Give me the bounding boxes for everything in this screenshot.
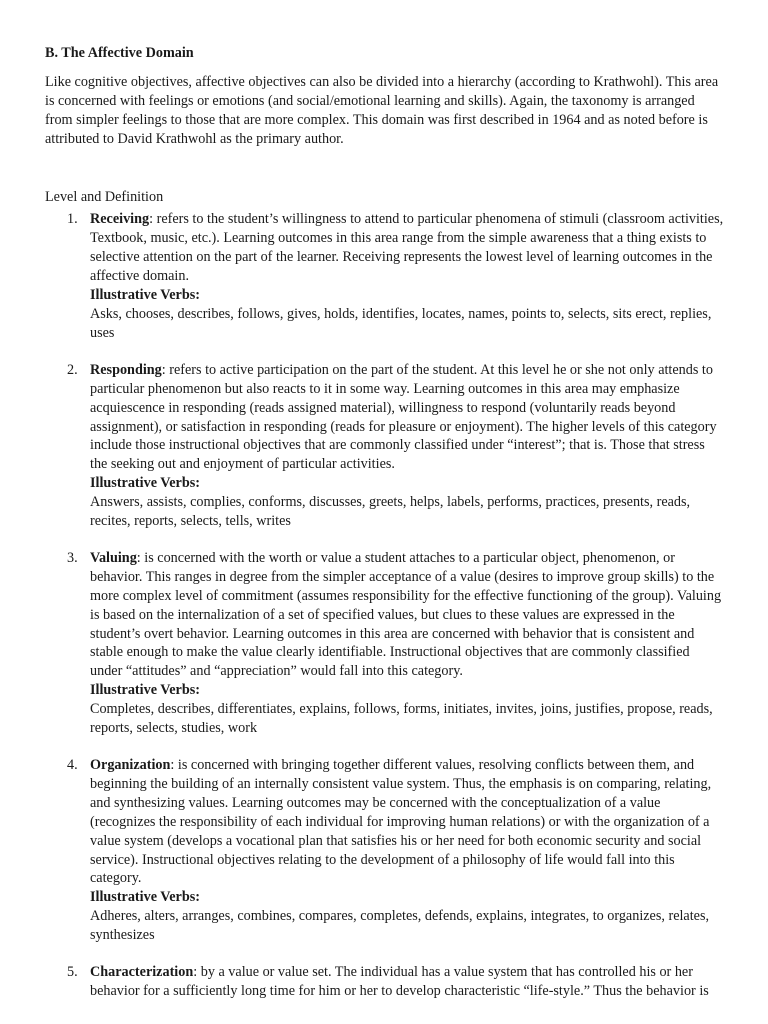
level-term: Valuing bbox=[90, 549, 137, 566]
level-definition: : refers to the student’s willingness to attend to particular phenomena of stimuli (classroom activities, Textbook, music, etc.). Learning outcomes in this area range from the simple awareness that a thing exists to selective attention on the part of the learner. Receiving represents the lowest level of learning outcomes in the affective domain. bbox=[90, 211, 724, 285]
illustrative-verbs-label: Illustrative Verbs: bbox=[90, 682, 200, 699]
list-number: 1. bbox=[67, 211, 78, 228]
illustrative-verbs: Completes, describes, differentiates, explains, follows, forms, initiates, invites, joins, justifies, propose, reads, reports, selects, studies, work bbox=[90, 701, 713, 737]
level-item-responding bbox=[45, 361, 724, 531]
level-definition: : is concerned with bringing together different values, resolving conflicts between them, and beginning the building of an internally consistent value system. Thus, the emphasis is on comparing, relating, and synthesizing values. Learning outcomes may be concerned with the conceptualization of a value (recognizes the responsibility of each individual for improving human relations) or with the organization of a value system (develops a vocational plan that satisfies his or her need for both economic security and social service). Instructional objectives relating to the development of a philosophy of life would fall into this category. bbox=[90, 757, 712, 887]
level-term: Responding bbox=[90, 361, 162, 378]
intro-paragraph: Like cognitive objectives, affective objectives can also be divided into a hierarchy (according to Krathwohl). This area is concerned with feelings or emotions (and social/emotional learning and skills). Again, the taxonomy is arranged from simpler feelings to those that are more complex. This domain was first described in 1964 and as noted before is attributed to David Krathwohl as the primary author. bbox=[45, 73, 719, 147]
illustrative-verbs: Answers, assists, complies, conforms, discusses, greets, helps, labels, performs, practices, presents, reads, recites, reports, selects, tells, writes bbox=[90, 494, 691, 530]
illustrative-verbs-label: Illustrative Verbs: bbox=[90, 889, 200, 906]
level-term: Receiving bbox=[90, 211, 150, 228]
level-definition: : refers to active participation on the part of the student. At this level he or she not only attends to particular phenomenon but also reacts to it in some way. Learning outcomes in this area may emphasize acquiescence in responding (reads assigned material), willingness to respond (voluntarily reads beyond assignment), or satisfaction in responding (reads for pleasure or enjoyment). The higher levels of this category include those instructional objectives that are commonly classified under “interest”; that is. Those that stress the seeking out and enjoyment of particular activities. bbox=[90, 361, 717, 473]
list-number: 3. bbox=[67, 549, 78, 566]
illustrative-verbs: Adheres, alters, arranges, combines, compares, completes, defends, explains, integrates, to organizes, relates, synthesizes bbox=[90, 908, 710, 944]
list-number: 5. bbox=[67, 964, 78, 981]
list-number: 2. bbox=[67, 361, 78, 378]
illustrative-verbs-label: Illustrative Verbs: bbox=[90, 287, 200, 304]
illustrative-verbs-label: Illustrative Verbs: bbox=[90, 475, 200, 492]
level-item-organization bbox=[45, 756, 724, 945]
section-title: B. The Affective Domain bbox=[45, 45, 194, 61]
illustrative-verbs: Asks, chooses, describes, follows, gives, holds, identifies, locates, names, points to, selects, sits erect, replies, uses bbox=[90, 305, 712, 341]
level-definition: : by a value or value set. The individual has a value system that has controlled his or her behavior for a sufficiently long time for him or her to develop characteristic “life-style.” Thus the behavior is bbox=[90, 964, 709, 999]
level-item-valuing bbox=[45, 549, 724, 738]
level-term: Organization bbox=[90, 757, 171, 773]
list-number: 4. bbox=[67, 757, 78, 773]
level-term: Characterization bbox=[90, 964, 194, 981]
spacer bbox=[45, 149, 724, 188]
level-item-receiving bbox=[45, 210, 724, 342]
levels-list bbox=[45, 210, 724, 1000]
level-definition: : is concerned with the worth or value a student attaches to a particular object, phenomenon, or behavior. This ranges in degree from the simpler acceptance of a value (desires to improve group skills) to the more complex level of commitment (assumes responsibility for the effective functioning of the group). Valuing is based on the internalization of a set of specified values, but clues to these values are expressed in the student’s overt behavior. Learning outcomes in this area are concerned with behavior that is consistent and stable enough to make the value clearly identifiable. Instructional objectives that are commonly classified under “attitudes” and “appreciation” would fall into this category. bbox=[90, 549, 722, 680]
level-heading: Level and Definition bbox=[45, 188, 164, 205]
level-item-characterization bbox=[45, 963, 724, 1001]
